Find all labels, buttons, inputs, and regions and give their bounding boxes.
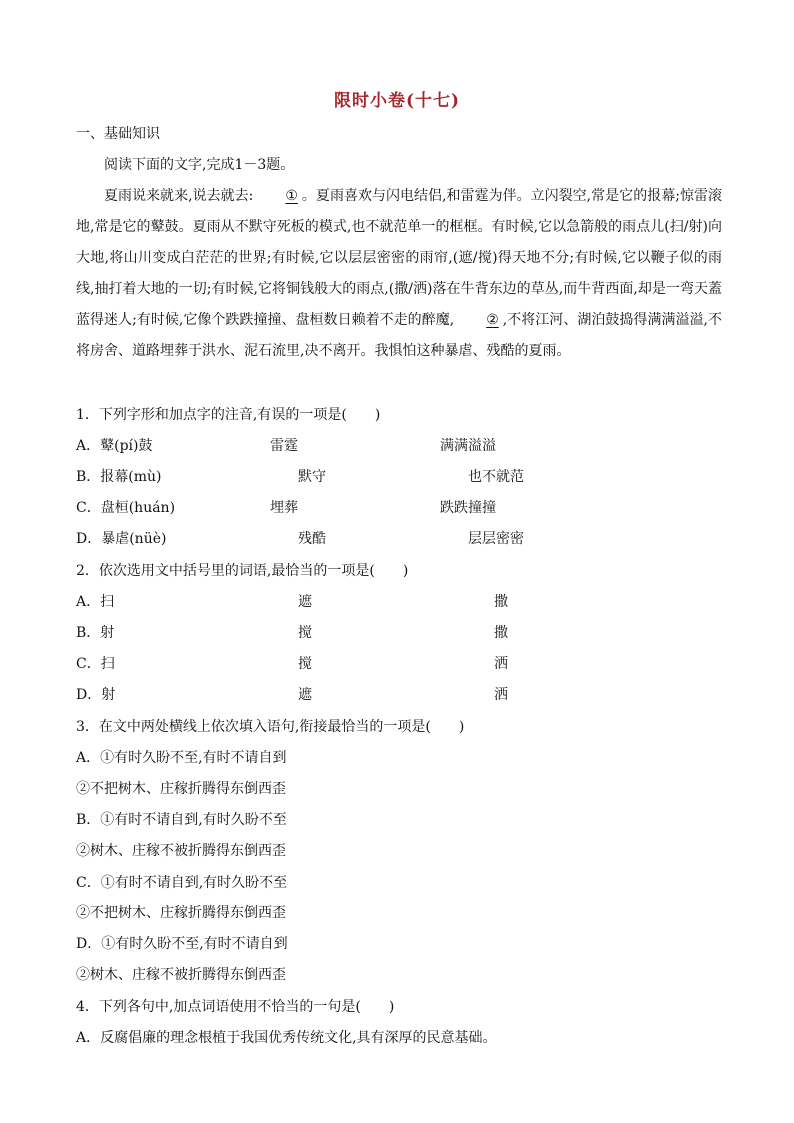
q1-option-b (0, 467, 794, 489)
q2-c-col1: C．扫 (76, 656, 115, 672)
q2-b-col2: 搅 (298, 625, 312, 641)
question-2-stem: 2．依次选用文中括号里的词语,最恰当的一项是( ) (76, 563, 409, 579)
q3-option-line: C．①有时不请自到,有时久盼不至 (76, 875, 288, 891)
q1-option-a (0, 436, 794, 458)
section-heading: 一、基础知识 (76, 126, 160, 142)
q4-option-a: A．反腐倡廉的理念根植于我国优秀传统文化,具有深厚的民意基础。 (76, 1030, 497, 1046)
blank-1: ① (285, 188, 298, 204)
q2-option-a (0, 592, 794, 614)
passage-text-2: 。夏雨喜欢与闪电结侣,和雷霆为伴。立闪裂空,常是它的报幕;惊雷滚地,常是它的鼙鼓。夏雨从不默守死板的模式,也不就范单一的框框。有时候,它以急箭般的雨点儿(扫/射)向大地,将山川变成白茫茫的世界;有时候,它以层层密密的雨帘,(遮/搅)得天地不分;有时候,它以鞭子似的雨线,抽打着大地的一切;有时候,它将铜钱般大的雨点,(撒/洒)落在牛背东边的草丛,而牛背西面,却是一弯天蓋蓝得迷人;有时候,它像个跌跌撞撞、盘桓数日赖着不走的醉魔, (76, 188, 722, 328)
q1-b-col3: 也不就范 (468, 469, 524, 485)
q1-b-col2: 默守 (298, 469, 326, 485)
q3-option-line: ②树木、庄稼不被折腾得东倒西歪 (76, 967, 286, 983)
passage-text-1: 夏雨说来就来,说去就去: (104, 188, 254, 204)
blank-2: ② (486, 312, 499, 328)
page-title: 限时小卷(十七) (333, 91, 461, 111)
q2-d-col3: 洒 (494, 687, 508, 703)
q2-b-col1: B．射 (76, 625, 115, 641)
q1-c-col1: C．盘桓(huán) (76, 500, 176, 516)
q2-option-d (0, 685, 794, 707)
q2-b-col3: 撒 (494, 625, 508, 641)
question-1-stem: 1．下列字形和加点字的注音,有误的一项是( ) (76, 407, 381, 423)
q3-option-line: ②树木、庄稼不被折腾得东倒西歪 (76, 843, 286, 859)
q3-option-line: D．①有时久盼不至,有时不请自到 (76, 936, 288, 952)
q2-option-b (0, 623, 794, 645)
q2-option-c (0, 654, 794, 676)
q1-option-d (0, 529, 794, 551)
instruction: 阅读下面的文字,完成1－3题。 (104, 157, 295, 173)
q3-option-line: B．①有时不请自到,有时久盼不至 (76, 812, 287, 828)
question-3-stem: 3．在文中两处横线上依次填入语句,衔接最恰当的一项是( ) (76, 719, 465, 735)
q1-a-col2: 雷霆 (270, 438, 298, 454)
q2-a-col2: 遮 (298, 594, 312, 610)
q1-c-col2: 埋葬 (270, 500, 298, 516)
passage (76, 181, 722, 367)
q1-c-col3: 跌跌撞撞 (440, 500, 496, 516)
q2-d-col2: 遮 (298, 687, 312, 703)
q2-c-col2: 搅 (298, 656, 312, 672)
q2-d-col1: D．射 (76, 687, 116, 703)
q2-a-col3: 撒 (494, 594, 508, 610)
question-4-stem: 4．下列各句中,加点词语使用不恰当的一句是( ) (76, 999, 395, 1015)
q3-option-line: A．①有时久盼不至,有时不请自到 (76, 750, 287, 766)
passage-text-3: ,不将江河、湖泊鼓捣得满满溢溢,不将房舍、道路埋葬于洪水、泥石流里,决不离开。我惧怕这种暴虐、残酷的夏雨。 (76, 312, 722, 359)
q1-d-col1: D．暴虐(nüè) (76, 531, 167, 547)
q1-a-col1: A．鼙(pí)鼓 (76, 438, 153, 454)
q1-d-col3: 层层密密 (468, 531, 524, 547)
q2-a-col1: A．扫 (76, 594, 115, 610)
q1-a-col3: 满满溢溢 (440, 438, 496, 454)
q1-d-col2: 残酷 (298, 531, 326, 547)
q1-option-c (0, 498, 794, 520)
q3-option-line: ②不把树木、庄稼折腾得东倒西歪 (76, 905, 286, 921)
q1-b-col1: B．报幕(mù) (76, 469, 162, 485)
q3-option-line: ②不把树木、庄稼折腾得东倒西歪 (76, 781, 286, 797)
q2-c-col3: 洒 (494, 656, 508, 672)
